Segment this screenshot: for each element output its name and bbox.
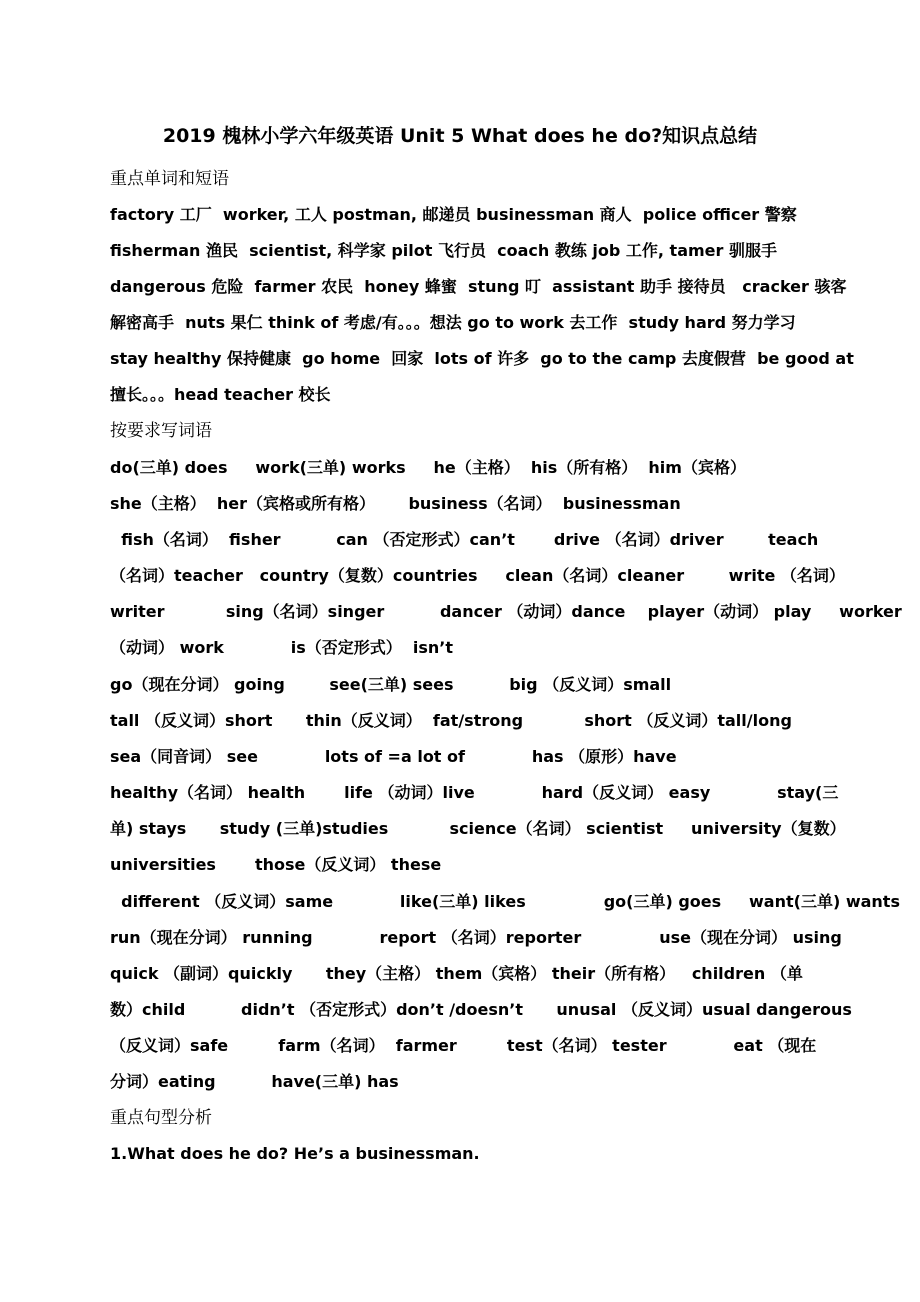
- vocab-line: dangerous 危险 farmer 农民 honey 蜂蜜 stung 叮 assistant 助手 接待员 cracker 骇客: [110, 277, 847, 296]
- word-form-line: go（现在分词） going see(三单) sees big （反义词）small: [110, 675, 672, 694]
- word-form-line: （动词） work is（否定形式） isn’t: [110, 638, 453, 657]
- word-form-line: 单) stays study (三单)studies science（名词） scientist university（复数）: [110, 819, 846, 838]
- vocab-line: factory 工厂 worker, 工人 postman, 邮递员 businessman 商人 police officer 警察: [110, 205, 797, 224]
- word-form-line: she（主格） her（宾格或所有格） business（名词） businessman: [110, 494, 681, 513]
- word-form-line: universities those（反义词） these: [110, 855, 442, 874]
- word-form-line: fish（名词） fisher can （否定形式）can’t drive （名词）driver teach: [110, 530, 819, 549]
- vocab-line: 解密高手 nuts 果仁 think of 考虑/有。。。想法 go to work 去工作 study hard 努力学习: [110, 313, 796, 332]
- word-form-line: quick （副词）quickly they（主格） them（宾格） their（所有格） children （单: [110, 964, 803, 983]
- section-heading-vocabulary: 重点单词和短语: [110, 169, 229, 189]
- word-form-line: writer sing（名词）singer dancer （动词）dance player（动词） play worker: [110, 602, 902, 621]
- word-form-line: healthy（名词） health life （动词）live hard（反义词） easy stay(三: [110, 783, 839, 802]
- section-heading-word-forms: 按要求写词语: [110, 421, 212, 441]
- sentence-line: 1.What does he do? He’s a businessman.: [110, 1144, 480, 1163]
- word-form-line: different （反义词）same like(三单) likes go(三单) goes want(三单) wants: [110, 892, 900, 911]
- word-form-line: sea（同音词） see lots of =a lot of has （原形）have: [110, 747, 677, 766]
- vocab-line: stay healthy 保持健康 go home 回家 lots of 许多 go to the camp 去度假营 be good at: [110, 349, 854, 368]
- word-form-line: （反义词）safe farm（名词） farmer test（名词） tester eat （现在: [110, 1036, 817, 1055]
- word-form-line: tall （反义词）short thin（反义词） fat/strong short （反义词）tall/long: [110, 711, 792, 730]
- word-form-line: 分词）eating have(三单) has: [110, 1072, 399, 1091]
- word-form-line: do(三单) does work(三单) works he（主格） his（所有格） him（宾格）: [110, 458, 746, 477]
- word-form-line: run（现在分词） running report （名词）reporter use（现在分词） using: [110, 928, 842, 947]
- document-title: 2019 槐林小学六年级英语 Unit 5 What does he do?知识点总结: [162, 125, 758, 147]
- word-form-line: （名词）teacher country（复数）countries clean（名词）cleaner write （名词）: [110, 566, 845, 585]
- vocab-line: 擅长。。。head teacher 校长: [110, 385, 331, 404]
- word-form-line: 数）child didn’t （否定形式）don’t /doesn’t unusal （反义词）usual dangerous: [110, 1000, 852, 1019]
- section-heading-sentences: 重点句型分析: [110, 1108, 212, 1128]
- vocab-line: fisherman 渔民 scientist, 科学家 pilot 飞行员 coach 教练 job 工作, tamer 驯服手: [110, 241, 777, 260]
